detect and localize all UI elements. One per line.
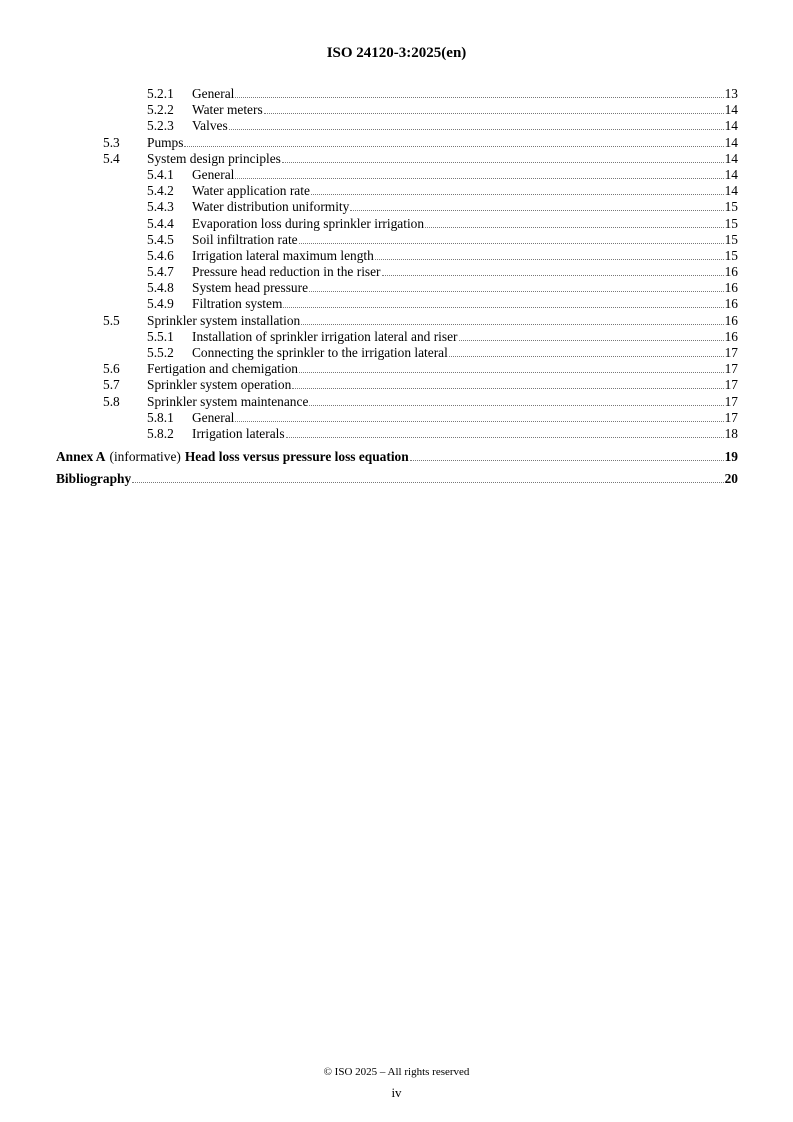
toc-title: Water distribution uniformity bbox=[192, 199, 350, 215]
toc-entry[interactable] bbox=[56, 86, 738, 102]
annex-type: (informative) bbox=[109, 449, 181, 465]
toc-entry[interactable] bbox=[56, 296, 738, 312]
toc-page: 13 bbox=[724, 86, 738, 101]
toc-number: 5.4.6 bbox=[147, 247, 174, 263]
toc-number: 5.5 bbox=[103, 312, 120, 328]
annex-title: Head loss versus pressure loss equation bbox=[184, 449, 409, 465]
toc-page: 16 bbox=[724, 312, 738, 328]
toc-entry[interactable] bbox=[56, 135, 738, 151]
toc-title: System design principles bbox=[147, 150, 281, 166]
toc-page: 14 bbox=[724, 134, 738, 150]
dot-leader bbox=[375, 259, 724, 260]
toc-page: 18 bbox=[724, 425, 738, 441]
dot-leader bbox=[459, 340, 724, 341]
toc-entry[interactable] bbox=[56, 151, 738, 167]
dot-leader bbox=[309, 405, 723, 406]
dot-leader bbox=[286, 437, 724, 438]
toc-title: Valves bbox=[192, 118, 228, 134]
toc-title: General bbox=[192, 409, 235, 425]
dot-leader bbox=[282, 162, 724, 163]
dot-leader bbox=[264, 113, 724, 114]
toc-number: 5.4.3 bbox=[147, 199, 174, 215]
toc-number: 5.2.1 bbox=[147, 86, 174, 101]
toc-title: Sprinkler system installation bbox=[147, 312, 301, 328]
toc-page: 16 bbox=[724, 296, 738, 312]
dot-leader bbox=[350, 210, 723, 211]
dot-leader bbox=[235, 178, 723, 179]
dot-leader bbox=[229, 129, 724, 130]
toc-entry[interactable] bbox=[56, 264, 738, 280]
toc-entry[interactable] bbox=[56, 199, 738, 215]
toc-entry[interactable] bbox=[56, 118, 738, 134]
toc-entry[interactable] bbox=[56, 345, 738, 361]
toc-page: 17 bbox=[724, 393, 738, 409]
toc-page: 14 bbox=[724, 118, 738, 134]
dot-leader bbox=[311, 194, 724, 195]
toc-page: 15 bbox=[724, 215, 738, 231]
toc-title: General bbox=[192, 86, 235, 101]
toc-entry[interactable] bbox=[56, 167, 738, 183]
toc-title: Irrigation lateral maximum length bbox=[192, 247, 374, 263]
toc-number: 5.8 bbox=[103, 393, 120, 409]
toc-number: 5.4.4 bbox=[147, 215, 174, 231]
dot-leader bbox=[299, 243, 724, 244]
toc-title: Sprinkler system operation bbox=[147, 377, 292, 393]
dot-leader bbox=[425, 227, 724, 228]
dot-leader bbox=[309, 291, 724, 292]
toc-page: 15 bbox=[724, 231, 738, 247]
dot-leader bbox=[132, 482, 723, 483]
toc-number: 5.2.2 bbox=[147, 102, 174, 118]
toc-number: 5.3 bbox=[103, 134, 120, 150]
toc-entry[interactable] bbox=[56, 183, 738, 199]
toc-title: Water application rate bbox=[192, 183, 310, 199]
toc-title: Pressure head reduction in the riser bbox=[192, 264, 381, 280]
toc-entry-annex-a[interactable] bbox=[56, 449, 738, 465]
toc-page: 20 bbox=[724, 471, 738, 487]
page-number: iv bbox=[391, 1085, 402, 1100]
toc-title: Sprinkler system maintenance bbox=[147, 393, 309, 409]
toc-title: Fertigation and chemigation bbox=[147, 361, 298, 377]
toc-entry[interactable] bbox=[56, 329, 738, 345]
toc-page: 14 bbox=[724, 102, 738, 118]
annex-label: Annex A bbox=[56, 449, 106, 465]
toc-page: 17 bbox=[724, 377, 738, 393]
toc-entry[interactable] bbox=[56, 280, 738, 296]
dot-leader bbox=[283, 307, 723, 308]
bibliography-title: Bibliography bbox=[56, 471, 132, 487]
toc-entry[interactable] bbox=[56, 361, 738, 377]
toc-page: 14 bbox=[724, 150, 738, 166]
toc-title: Soil infiltration rate bbox=[192, 231, 298, 247]
toc-title: Water meters bbox=[192, 102, 263, 118]
toc-number: 5.8.2 bbox=[147, 425, 174, 441]
toc-number: 5.5.1 bbox=[147, 328, 174, 344]
toc-page: 17 bbox=[724, 409, 738, 425]
toc-number: 5.4 bbox=[103, 150, 120, 166]
dot-leader bbox=[449, 356, 724, 357]
dot-leader bbox=[235, 421, 723, 422]
toc-page: 14 bbox=[724, 183, 738, 199]
toc-entry-bibliography[interactable] bbox=[56, 471, 738, 487]
toc-number: 5.4.8 bbox=[147, 280, 174, 296]
toc-number: 5.6 bbox=[103, 361, 120, 377]
toc-number: 5.7 bbox=[103, 377, 120, 393]
toc-entry[interactable] bbox=[56, 216, 738, 232]
toc-number: 5.2.3 bbox=[147, 118, 174, 134]
toc-title: System head pressure bbox=[192, 280, 309, 296]
toc-title: Irrigation laterals bbox=[192, 425, 285, 441]
toc-number: 5.8.1 bbox=[147, 409, 174, 425]
toc-page: 15 bbox=[724, 199, 738, 215]
toc-page: 15 bbox=[724, 247, 738, 263]
dot-leader bbox=[299, 372, 724, 373]
toc-title: General bbox=[192, 166, 235, 182]
toc-entry[interactable] bbox=[56, 248, 738, 264]
toc-page: 16 bbox=[724, 328, 738, 344]
toc-entry[interactable] bbox=[56, 410, 738, 426]
toc-entry[interactable] bbox=[56, 102, 738, 118]
dot-leader bbox=[184, 146, 723, 147]
toc-page: 16 bbox=[724, 280, 738, 296]
toc-number: 5.4.7 bbox=[147, 264, 174, 280]
dot-leader bbox=[410, 460, 724, 461]
toc-entry[interactable] bbox=[56, 232, 738, 248]
toc-title: Pumps bbox=[147, 134, 184, 150]
toc-entry[interactable] bbox=[56, 426, 738, 442]
toc-title: Filtration system bbox=[192, 296, 283, 312]
document-header: ISO 24120-3:2025(en) bbox=[326, 45, 467, 61]
toc-number: 5.4.2 bbox=[147, 183, 174, 199]
dot-leader bbox=[235, 97, 723, 98]
toc-page: 16 bbox=[724, 264, 738, 280]
toc-title: Connecting the sprinkler to the irrigation lateral bbox=[192, 345, 448, 360]
dot-leader bbox=[301, 324, 723, 325]
table-of-contents bbox=[56, 86, 738, 488]
toc-entry[interactable] bbox=[56, 394, 738, 410]
copyright-footer: © ISO 2025 – All rights reserved bbox=[323, 1066, 470, 1078]
toc-entry[interactable] bbox=[56, 313, 738, 329]
toc-page: 14 bbox=[724, 166, 738, 182]
toc-number: 5.4.5 bbox=[147, 231, 174, 247]
toc-number: 5.4.1 bbox=[147, 166, 174, 182]
toc-page: 17 bbox=[724, 345, 738, 360]
toc-number: 5.4.9 bbox=[147, 296, 174, 312]
toc-page: 17 bbox=[724, 361, 738, 377]
toc-page: 19 bbox=[724, 449, 738, 465]
dot-leader bbox=[382, 275, 724, 276]
toc-entry[interactable] bbox=[56, 377, 738, 393]
toc-number: 5.5.2 bbox=[147, 345, 174, 360]
dot-leader bbox=[292, 388, 723, 389]
toc-title: Evaporation loss during sprinkler irrigation bbox=[192, 215, 425, 231]
toc-title: Installation of sprinkler irrigation lateral and riser bbox=[192, 328, 458, 344]
